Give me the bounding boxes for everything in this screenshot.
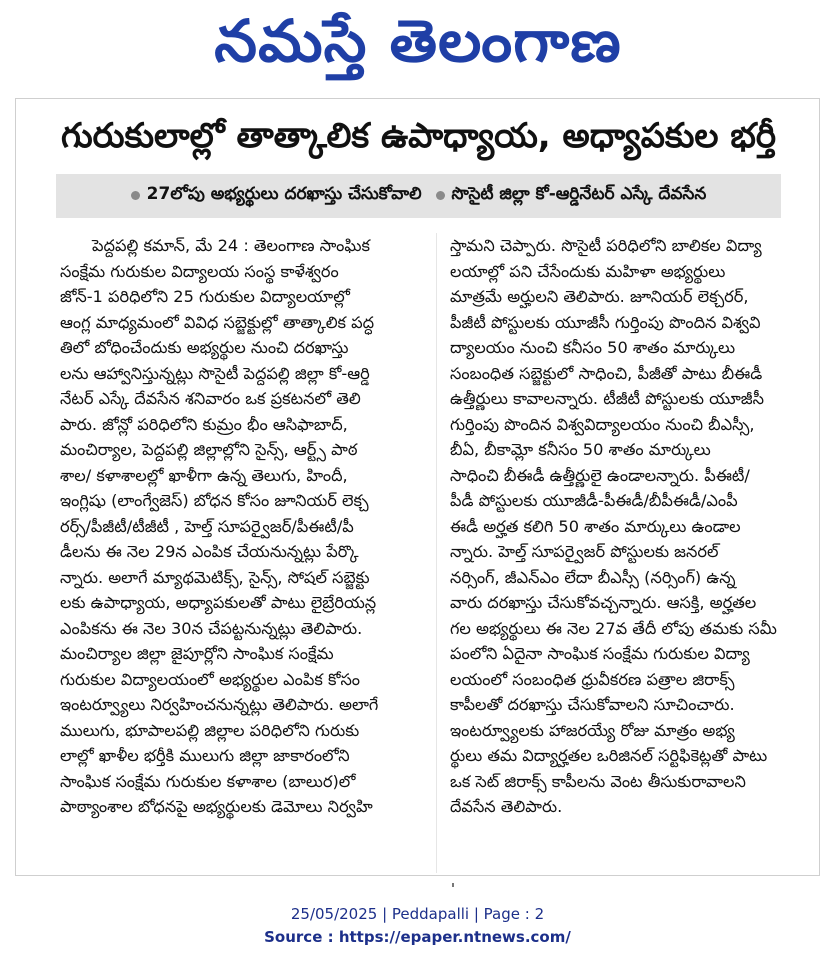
body-text-line: మంచిర్యాల జిల్లా జైపూర్లోని సాంఘిక సంక్షేమ	[60, 644, 334, 663]
masthead	[0, 0, 835, 90]
body-text-line: ఎంపికను ఈ నెల 30న చేపట్టనున్నట్లు తెలిపారు.	[60, 618, 363, 638]
bullet-icon	[436, 191, 445, 200]
body-text-line: డీలను ఈ నెల 29న ఎంపిక చేయనున్నట్లు పేర్కొ	[60, 542, 359, 561]
subhead-2: సొసైటీ జిల్లా కో-ఆర్డినేటర్ ఎస్కే దేవసేన	[451, 184, 707, 204]
body-text-line: పారు. జోన్లో పరిధిలోని కుమ్రం భీం ఆసిఫాబాద్,	[60, 414, 348, 434]
body-text-line: లకు ఉపాధ్యాయ, అధ్యాపకులతో పాటు లైబ్రేరియన్ల	[60, 593, 377, 612]
article-subhead-bar	[56, 174, 781, 218]
body-text-line: వారు దరఖాస్తు చేసుకోవచ్చన్నారు. ఆసక్తి, అర్హతల	[450, 593, 757, 612]
subhead-1: 27లోపు అభ్యర్థులు దరఖాస్తు చేసుకోవాలి	[146, 184, 422, 204]
body-text-line: దేవసేన తెలిపారు.	[450, 797, 563, 816]
body-text-line: లాల్లో ఖాళీల భర్తీకి ములుగు జిల్లా జాకారంలోని	[60, 746, 350, 765]
body-text-line: ఉత్తీర్ణులు కావాలన్నారు. టీజీటీ పోస్టులకు యూజీసీ	[450, 389, 764, 408]
column-divider	[436, 233, 437, 873]
body-text-line: శాల/ కళాశాలల్లో ఖాళీగా ఉన్న తెలుగు, హిందీ,	[60, 465, 348, 485]
body-text-line: గుర్తింపు పొందిన విశ్వవిద్యాలయం నుంచి బీఎస్సీ,	[450, 414, 755, 434]
body-text-line: ఇంగ్లిషు (లాంగ్వేజెస్) బోధన కోసం జూనియర్ లెక్చ	[60, 491, 369, 510]
body-text-line: మాత్రమే అర్హులని తెలిపారు. జూనియర్ లెక్చరర్,	[450, 287, 749, 306]
body-text-line: తిలో బోధించేందుకు అభ్యర్థుల నుంచి దరఖాస్తు	[60, 338, 349, 357]
body-text-line: సాధించి బీఈడీ ఉత్తీర్ణులై ఉండాలన్నారు. పీఈటీ/	[450, 465, 750, 485]
body-text-line: సంక్షేమ గురుకుల విద్యాలయ సంస్థ కాళేశ్వరం	[60, 261, 339, 281]
body-text-line: లయాల్లో పని చేసేందుకు మహిళా అభ్యర్థులు	[450, 261, 726, 281]
body-text-line: ఆంగ్ల మాధ్యమంలో వివిధ సబ్జెక్టుల్లో తాత్కాలిక పద్ధ	[60, 312, 375, 332]
body-text-line: సంబంధిత సబ్జెక్టులో సాధించి, పీజీతో పాటు బీఈడీ	[450, 363, 763, 383]
body-text-line: లను ఆహ్వానిస్తున్నట్లు సొసైటీ పెద్దపల్లి జిల్లా కో-ఆర్డి	[60, 363, 370, 383]
body-text-line: పెద్దపల్లి కమాన్, మే 24 : తెలంగాణ సాంఘిక	[92, 236, 370, 255]
body-text-line: పాఠ్యాంశాల బోధనపై అభ్యర్థులకు డెమోలు నిర్వహి	[60, 797, 373, 816]
article-column-right	[450, 233, 785, 820]
body-text-line: జోన్-1 పరిధిలోని 25 గురుకుల విద్యాలయాల్లో	[60, 287, 350, 306]
body-text-line: న్నారు. హెల్త్ సూపర్వైజర్ పోస్టులకు జనరల్	[450, 542, 719, 561]
body-text-line: పీడీ పోస్టులకు యూజీడీ-పీఈడీ/బీపీఈడీ/ఎంపీ	[450, 491, 738, 510]
body-text-line: నేటర్ ఎస్కే దేవసేన శనివారం ఒక ప్రకటనలో తెలి	[60, 389, 361, 408]
body-text-line: రర్స్/పీజీటీ/టీజీటీ , హెల్త్ సూపర్వైజర్/పీఈటీ/పీ	[60, 516, 354, 536]
body-text-line: ఇంటర్వ్యూలు నిర్వహించనున్నట్లు తెలిపారు. అలాగే	[60, 695, 379, 714]
body-text-line: గురుకుల విద్యాలయంలో అభ్యర్థుల ఎంపిక కోసం	[60, 669, 361, 689]
body-text-line: సాంఘిక సంక్షేమ గురుకుల కళాశాల (బాలుర)లో	[60, 771, 356, 791]
body-text-line: ద్యాలయం నుంచి కనీసం 50 శాతం మార్కులు	[450, 338, 736, 357]
body-text-line: ఇంటర్వ్యూలకు హాజరయ్యే రోజు మాత్రం అభ్య	[450, 720, 735, 740]
body-text-line: ర్థులు తమ విద్యార్హతల ఒరిజినల్ సర్టిఫికెట్లతో పాటు	[450, 746, 768, 765]
article-headline: గురుకులాల్లో తాత్కాలిక ఉపాధ్యాయ, అధ్యాపకుల భర్తీ	[61, 116, 776, 156]
footer-source-line: Source : https://epaper.ntnews.com/	[264, 928, 571, 946]
footer-date-line: 25/05/2025 | Peddapalli | Page : 2	[290, 905, 545, 923]
body-text-line: మంచిర్యాల, పెద్దపల్లి జిల్లాల్లోని సైన్స్, ఆర్ట్స్ పాఠ	[60, 440, 358, 459]
page-mark	[452, 883, 454, 887]
body-text-line: ఈడీ అర్హత కలిగి 50 శాతం మార్కులు ఉండాల	[450, 516, 741, 536]
body-text-line: కాపీలతో దరఖాస్తు చేసుకోవాలని సూచించారు.	[450, 695, 735, 714]
body-text-line: ఒక సెట్ జిరాక్స్ కాపీలను వెంట తీసుకురావాలని	[450, 771, 746, 791]
body-text-line: పంలోని ఏదైనా సాంఘిక సంక్షేమ గురుకుల విద్యా	[450, 644, 750, 663]
body-text-line: గల అభ్యర్థులు ఈ నెల 27వ తేదీ లోపు తమకు సమీ	[450, 618, 777, 638]
bullet-icon	[131, 191, 140, 200]
body-text-line: న్నారు. అలాగే మ్యాథమెటిక్స్, సైన్స్, సోషల్ సబ్జెక్టు	[60, 567, 370, 587]
article-column-left	[60, 233, 420, 820]
body-text-line: బీఏ, బీకామ్లో కనీసం 50 శాతం మార్కులు	[450, 440, 711, 459]
body-text-line: ములుగు, భూపాలపల్లి జిల్లాల పరిధిలోని గురుకు	[60, 720, 360, 740]
body-text-line: నర్సింగ్, జీఎన్ఎం లేదా బీఎస్సీ (నర్సింగ్) ఉన్న	[450, 567, 736, 587]
body-text-line: స్తామని చెప్పారు. సొసైటీ పరిధిలోని బాలికల విద్యా	[450, 236, 762, 255]
body-text-line: పీజీటీ పోస్టులకు యూజీసీ గుర్తింపు పొందిన విశ్వవి	[450, 312, 761, 332]
body-text-line: లయంలో సంబంధిత ధ్రువీకరణ పత్రాల జిరాక్స్	[450, 669, 735, 689]
newspaper-logo: నమస్తే తెలంగాణ	[213, 7, 622, 75]
